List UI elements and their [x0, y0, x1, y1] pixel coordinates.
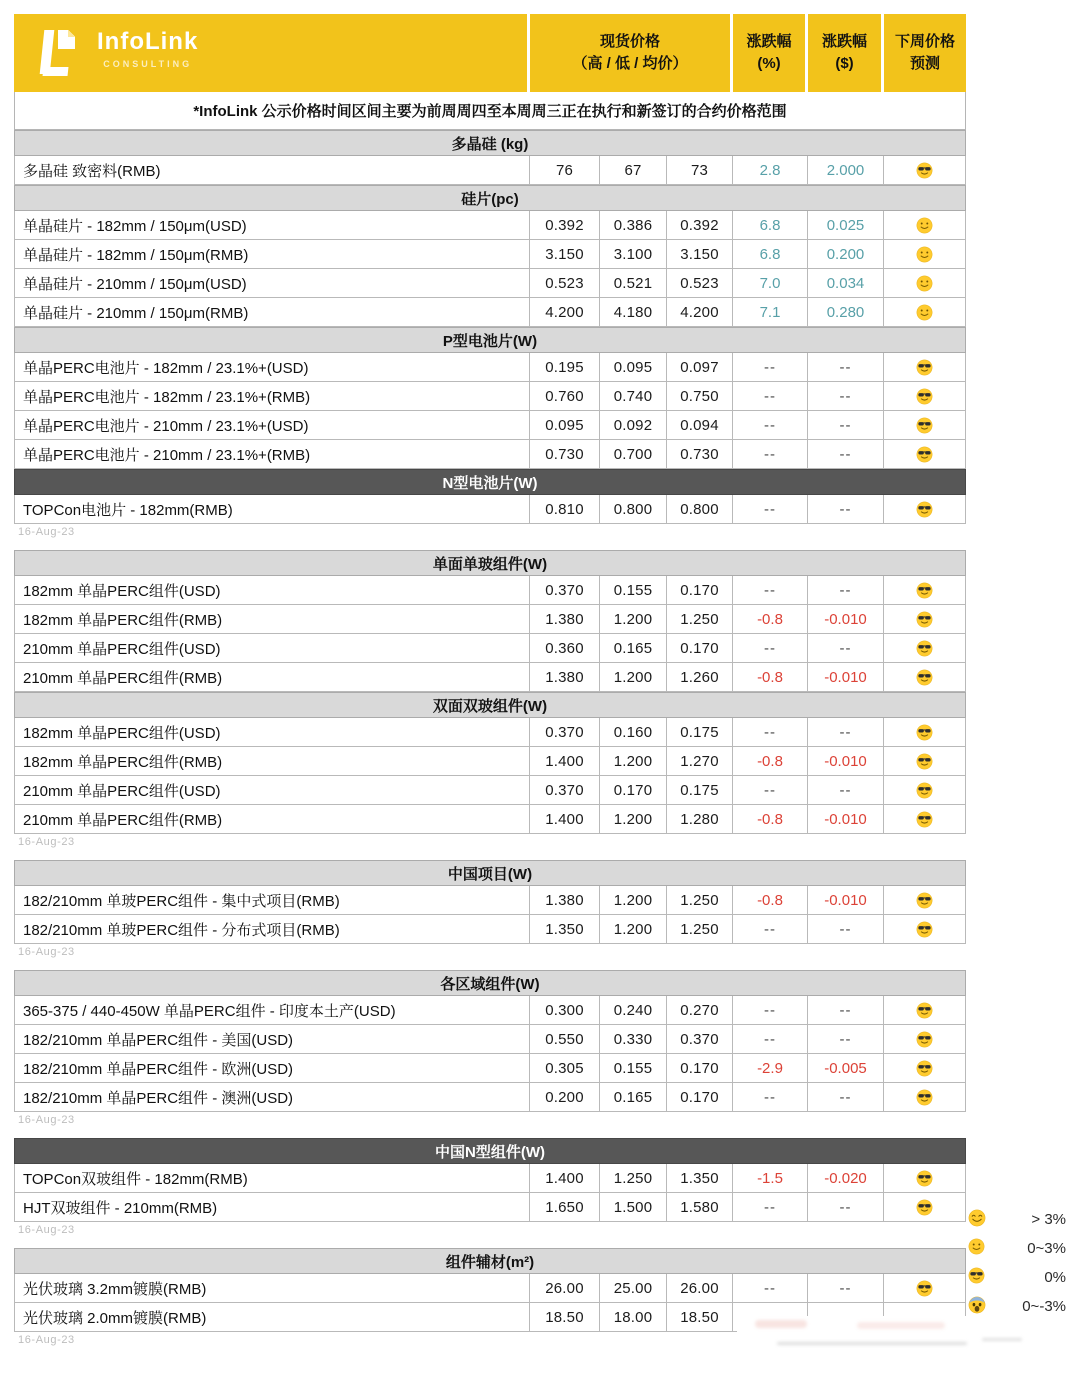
forecast-emoji-cell: [884, 1164, 966, 1193]
price-period-note: *InfoLink 公示价格时间区间主要为前周周四至本周周三正在执行和新签订的合约价格范围: [14, 92, 966, 130]
brand-subtitle: CONSULTING: [103, 59, 193, 69]
change-pct-cell: --: [733, 411, 808, 440]
price-high-cell: 0.370: [530, 718, 600, 747]
change-pct-cell: 6.8: [733, 211, 808, 240]
change-pct-cell: --: [733, 996, 808, 1025]
change-usd-cell: -0.010: [808, 805, 884, 834]
change-pct-cell: 6.8: [733, 240, 808, 269]
change-usd-cell: --: [808, 1274, 884, 1303]
forecast-emoji-cell: [884, 440, 966, 469]
row-label: 光伏玻璃 2.0mm镀膜(RMB): [14, 1303, 530, 1332]
change-usd-cell: --: [808, 634, 884, 663]
price-avg-cell: 73: [667, 156, 733, 185]
table-row: [14, 718, 966, 747]
brand-text: [97, 30, 198, 71]
table-row: [14, 440, 966, 469]
price-low-cell: 0.740: [600, 382, 667, 411]
price-avg-cell: 0.523: [667, 269, 733, 298]
price-high-cell: 76: [530, 156, 600, 185]
change-pct-cell: --: [733, 1193, 808, 1222]
row-label: 单晶硅片 - 182mm / 150μm(USD): [14, 211, 530, 240]
price-high-cell: 0.760: [530, 382, 600, 411]
column-header-change-pct: 涨跌幅 (%): [733, 14, 805, 92]
change-pct-cell: --: [733, 634, 808, 663]
price-avg-cell: 18.50: [667, 1303, 733, 1332]
forecast-emoji-cell: [884, 382, 966, 411]
change-usd-cell: --: [808, 1025, 884, 1054]
price-avg-cell: 1.280: [667, 805, 733, 834]
change-usd-cell: --: [808, 495, 884, 524]
price-low-cell: 1.200: [600, 886, 667, 915]
sunglasses-emoji-icon: [916, 501, 933, 518]
legend-label: 0~3%: [1027, 1240, 1066, 1257]
price-avg-cell: 0.175: [667, 718, 733, 747]
price-low-cell: 4.180: [600, 298, 667, 327]
price-section: [14, 185, 966, 327]
price-low-cell: 0.160: [600, 718, 667, 747]
legend-item: [962, 1263, 1070, 1292]
price-avg-cell: 1.250: [667, 605, 733, 634]
forecast-emoji-cell: [884, 495, 966, 524]
change-usd-cell: --: [808, 776, 884, 805]
infolink-logo-icon: [38, 28, 84, 78]
change-usd-cell: --: [808, 1083, 884, 1112]
section-header: N型电池片(W): [14, 469, 966, 495]
price-low-cell: 0.095: [600, 353, 667, 382]
sunglasses-emoji-icon: [916, 388, 933, 405]
change-pct-cell: --: [733, 576, 808, 605]
sunglasses-emoji-icon: [916, 417, 933, 434]
forecast-emoji-cell: [884, 269, 966, 298]
price-high-cell: 1.380: [530, 663, 600, 692]
sunglasses-emoji-icon: [916, 921, 933, 938]
sunglasses-emoji-icon: [916, 611, 933, 628]
change-pct-cell: -0.8: [733, 605, 808, 634]
change-usd-cell: --: [808, 411, 884, 440]
row-label: 182mm 单晶PERC组件(USD): [14, 576, 530, 605]
change-pct-cell: -1.5: [733, 1164, 808, 1193]
row-label: HJT双玻组件 - 210mm(RMB): [14, 1193, 530, 1222]
section-header: 各区域组件(W): [14, 970, 966, 996]
price-low-cell: 18.00: [600, 1303, 667, 1332]
price-avg-cell: 4.200: [667, 298, 733, 327]
date-label: 16-Aug-23: [18, 1114, 75, 1126]
table-row: [14, 1274, 966, 1303]
row-label: 单晶PERC电池片 - 182mm / 23.1%+(RMB): [14, 382, 530, 411]
forecast-emoji-cell: [884, 915, 966, 944]
forecast-emoji-cell: [884, 411, 966, 440]
forecast-emoji-cell: [884, 1083, 966, 1112]
row-label: 210mm 单晶PERC组件(USD): [14, 634, 530, 663]
sunglasses-emoji-icon: [916, 582, 933, 599]
row-label: 单晶硅片 - 210mm / 150μm(USD): [14, 269, 530, 298]
price-high-cell: 0.730: [530, 440, 600, 469]
price-avg-cell: 0.730: [667, 440, 733, 469]
row-label: 单晶PERC电池片 - 210mm / 23.1%+(RMB): [14, 440, 530, 469]
legend-item: [962, 1234, 1070, 1263]
price-avg-cell: 1.350: [667, 1164, 733, 1193]
price-low-cell: 1.250: [600, 1164, 667, 1193]
sunglasses-emoji-icon: [916, 724, 933, 741]
sunglasses-emoji-icon: [916, 446, 933, 463]
table-row: [14, 915, 966, 944]
change-usd-cell: --: [808, 996, 884, 1025]
table-row: [14, 1164, 966, 1193]
price-avg-cell: 0.170: [667, 1083, 733, 1112]
table-row: [14, 1193, 966, 1222]
section-header: 组件辅材(m²): [14, 1248, 966, 1274]
forecast-emoji-cell: [884, 634, 966, 663]
price-low-cell: 0.240: [600, 996, 667, 1025]
row-label: TOPCon双玻组件 - 182mm(RMB): [14, 1164, 530, 1193]
change-pct-cell: --: [733, 718, 808, 747]
change-usd-cell: 2.000: [808, 156, 884, 185]
price-table-page: [14, 14, 966, 1349]
row-label: 182/210mm 单晶PERC组件 - 欧洲(USD): [14, 1054, 530, 1083]
change-pct-cell: -0.8: [733, 663, 808, 692]
forecast-emoji-cell: [884, 718, 966, 747]
change-usd-cell: --: [808, 353, 884, 382]
change-pct-cell: --: [733, 1025, 808, 1054]
price-section: [14, 1138, 966, 1237]
price-avg-cell: 0.170: [667, 634, 733, 663]
change-usd-cell: --: [808, 440, 884, 469]
price-high-cell: 0.300: [530, 996, 600, 1025]
price-avg-cell: 0.097: [667, 353, 733, 382]
table-row: [14, 240, 966, 269]
price-high-cell: 1.380: [530, 605, 600, 634]
price-high-cell: 0.550: [530, 1025, 600, 1054]
price-high-cell: 3.150: [530, 240, 600, 269]
price-avg-cell: 0.750: [667, 382, 733, 411]
price-avg-cell: 0.170: [667, 1054, 733, 1083]
change-usd-cell: -0.020: [808, 1164, 884, 1193]
price-section: [14, 692, 966, 849]
change-pct-cell: --: [733, 440, 808, 469]
legend-label: 0~-3%: [1022, 1298, 1066, 1315]
date-label: 16-Aug-23: [18, 1224, 75, 1236]
price-low-cell: 0.165: [600, 1083, 667, 1112]
price-high-cell: 4.200: [530, 298, 600, 327]
forecast-emoji-cell: [884, 747, 966, 776]
table-row: [14, 805, 966, 834]
change-usd-cell: --: [808, 382, 884, 411]
smile-emoji-icon: [916, 304, 933, 321]
sunglasses-emoji-icon: [916, 669, 933, 686]
forecast-emoji-cell: [884, 776, 966, 805]
sunglasses-emoji-icon: [916, 1170, 933, 1187]
change-pct-cell: -0.8: [733, 886, 808, 915]
price-low-cell: 0.155: [600, 1054, 667, 1083]
row-label: 182/210mm 单晶PERC组件 - 美国(USD): [14, 1025, 530, 1054]
price-avg-cell: 0.175: [667, 776, 733, 805]
row-label: 182mm 单晶PERC组件(USD): [14, 718, 530, 747]
price-high-cell: 1.400: [530, 747, 600, 776]
change-usd-cell: -0.010: [808, 663, 884, 692]
forecast-emoji-cell: [884, 1054, 966, 1083]
sunglasses-emoji-icon: [916, 1002, 933, 1019]
price-high-cell: 1.400: [530, 805, 600, 834]
section-header: 单面单玻组件(W): [14, 550, 966, 576]
price-avg-cell: 0.170: [667, 576, 733, 605]
smile-emoji-icon: [916, 246, 933, 263]
price-low-cell: 0.800: [600, 495, 667, 524]
price-low-cell: 1.200: [600, 915, 667, 944]
row-label: 182mm 单晶PERC组件(RMB): [14, 747, 530, 776]
forecast-emoji-cell: [884, 156, 966, 185]
watermark-whiteout: [737, 1316, 1038, 1358]
change-pct-cell: 2.8: [733, 156, 808, 185]
forecast-emoji-cell: [884, 996, 966, 1025]
change-pct-cell: 7.0: [733, 269, 808, 298]
column-header-forecast: 下周价格 预测: [884, 14, 966, 92]
legend-label: > 3%: [1031, 1211, 1066, 1228]
change-pct-cell: --: [733, 1274, 808, 1303]
change-usd-cell: 0.034: [808, 269, 884, 298]
sunglasses-emoji-icon: [916, 753, 933, 770]
price-high-cell: 0.392: [530, 211, 600, 240]
change-usd-cell: --: [808, 576, 884, 605]
price-high-cell: 0.523: [530, 269, 600, 298]
table-row: [14, 886, 966, 915]
change-pct-cell: -0.8: [733, 747, 808, 776]
forecast-emoji-cell: [884, 576, 966, 605]
date-label: 16-Aug-23: [18, 946, 75, 958]
table-row: [14, 605, 966, 634]
price-avg-cell: 0.370: [667, 1025, 733, 1054]
price-high-cell: 1.350: [530, 915, 600, 944]
change-pct-cell: 7.1: [733, 298, 808, 327]
sunglasses-emoji-icon: [916, 1280, 933, 1297]
smile-emoji-icon: [968, 1238, 985, 1259]
price-low-cell: 1.500: [600, 1193, 667, 1222]
price-avg-cell: 0.270: [667, 996, 733, 1025]
forecast-emoji-cell: [884, 663, 966, 692]
change-pct-cell: --: [733, 915, 808, 944]
row-label: 单晶PERC电池片 - 182mm / 23.1%+(USD): [14, 353, 530, 382]
scream-emoji-icon: [968, 1296, 986, 1318]
sunglasses-emoji-icon: [916, 892, 933, 909]
table-row: [14, 211, 966, 240]
change-pct-cell: -2.9: [733, 1054, 808, 1083]
forecast-emoji-cell: [884, 211, 966, 240]
forecast-emoji-cell: [884, 298, 966, 327]
price-high-cell: 26.00: [530, 1274, 600, 1303]
price-section: [14, 327, 966, 469]
price-high-cell: 0.200: [530, 1083, 600, 1112]
forecast-emoji-cell: [884, 805, 966, 834]
change-pct-cell: -0.8: [733, 805, 808, 834]
row-label: 210mm 单晶PERC组件(RMB): [14, 663, 530, 692]
change-usd-cell: --: [808, 1193, 884, 1222]
price-high-cell: 0.305: [530, 1054, 600, 1083]
price-avg-cell: 1.260: [667, 663, 733, 692]
price-high-cell: 0.370: [530, 576, 600, 605]
forecast-emoji-cell: [884, 605, 966, 634]
price-low-cell: 0.330: [600, 1025, 667, 1054]
change-pct-cell: --: [733, 382, 808, 411]
table-row: [14, 747, 966, 776]
forecast-emoji-cell: [884, 886, 966, 915]
sunglasses-emoji-icon: [916, 1199, 933, 1216]
price-low-cell: 1.200: [600, 747, 667, 776]
forecast-emoji-cell: [884, 1025, 966, 1054]
sunglasses-emoji-icon: [916, 1031, 933, 1048]
smile-emoji-icon: [916, 275, 933, 292]
price-low-cell: 0.700: [600, 440, 667, 469]
table-row: [14, 776, 966, 805]
price-low-cell: 0.170: [600, 776, 667, 805]
price-low-cell: 0.521: [600, 269, 667, 298]
price-high-cell: 1.380: [530, 886, 600, 915]
table-row: [14, 663, 966, 692]
price-low-cell: 0.092: [600, 411, 667, 440]
table-row: [14, 1025, 966, 1054]
price-high-cell: 18.50: [530, 1303, 600, 1332]
change-pct-cell: --: [733, 776, 808, 805]
row-label: 182mm 单晶PERC组件(RMB): [14, 605, 530, 634]
section-header: 双面双玻组件(W): [14, 692, 966, 718]
brand-name: InfoLink: [97, 28, 199, 55]
column-header-spot-price: 现货价格 （高 / 低 / 均价）: [530, 14, 730, 92]
section-header: 多晶硅 (kg): [14, 130, 966, 156]
table-row: [14, 495, 966, 524]
sunglasses-emoji-icon: [916, 782, 933, 799]
row-label: 单晶硅片 - 182mm / 150μm(RMB): [14, 240, 530, 269]
price-avg-cell: 0.094: [667, 411, 733, 440]
sunglasses-emoji-icon: [916, 162, 933, 179]
row-label: 多晶硅 致密料(RMB): [14, 156, 530, 185]
change-pct-cell: --: [733, 1083, 808, 1112]
price-low-cell: 0.386: [600, 211, 667, 240]
price-low-cell: 0.155: [600, 576, 667, 605]
row-label: 210mm 单晶PERC组件(USD): [14, 776, 530, 805]
price-low-cell: 1.200: [600, 663, 667, 692]
sunglasses-emoji-icon: [916, 640, 933, 657]
date-label: 16-Aug-23: [18, 1334, 75, 1346]
date-label: 16-Aug-23: [18, 526, 75, 538]
price-low-cell: 1.200: [600, 605, 667, 634]
table-row: [14, 353, 966, 382]
table-row: [14, 996, 966, 1025]
row-label: 182/210mm 单玻PERC组件 - 分布式项目(RMB): [14, 915, 530, 944]
price-low-cell: 67: [600, 156, 667, 185]
change-usd-cell: 0.200: [808, 240, 884, 269]
price-high-cell: 0.360: [530, 634, 600, 663]
price-avg-cell: 3.150: [667, 240, 733, 269]
sunglasses-emoji-icon: [968, 1267, 985, 1288]
table-row: [14, 411, 966, 440]
sunglasses-emoji-icon: [916, 811, 933, 828]
change-usd-cell: -0.010: [808, 747, 884, 776]
change-usd-cell: -0.010: [808, 605, 884, 634]
sunglasses-emoji-icon: [916, 1060, 933, 1077]
change-usd-cell: -0.005: [808, 1054, 884, 1083]
forecast-emoji-cell: [884, 1193, 966, 1222]
price-section: [14, 130, 966, 185]
table-row: [14, 298, 966, 327]
price-section: [14, 970, 966, 1127]
smile-emoji-icon: [916, 217, 933, 234]
date-label: 16-Aug-23: [18, 836, 75, 848]
price-high-cell: 1.400: [530, 1164, 600, 1193]
price-high-cell: 0.370: [530, 776, 600, 805]
forecast-emoji-cell: [884, 240, 966, 269]
table-row: [14, 634, 966, 663]
row-label: 单晶PERC电池片 - 210mm / 23.1%+(USD): [14, 411, 530, 440]
price-high-cell: 0.095: [530, 411, 600, 440]
price-low-cell: 25.00: [600, 1274, 667, 1303]
change-pct-cell: --: [733, 495, 808, 524]
price-section: [14, 469, 966, 539]
price-avg-cell: 1.250: [667, 886, 733, 915]
price-avg-cell: 0.800: [667, 495, 733, 524]
table-row: [14, 269, 966, 298]
price-high-cell: 1.650: [530, 1193, 600, 1222]
forecast-emoji-cell: [884, 353, 966, 382]
change-usd-cell: -0.010: [808, 886, 884, 915]
section-header: 硅片(pc): [14, 185, 966, 211]
price-avg-cell: 1.270: [667, 747, 733, 776]
change-usd-cell: --: [808, 915, 884, 944]
legend-label: 0%: [1044, 1269, 1066, 1286]
change-pct-cell: --: [733, 353, 808, 382]
row-label: 182/210mm 单晶PERC组件 - 澳洲(USD): [14, 1083, 530, 1112]
forecast-emoji-cell: [884, 1274, 966, 1303]
section-header: 中国N型组件(W): [14, 1138, 966, 1164]
sunglasses-emoji-icon: [916, 1089, 933, 1106]
table-row: [14, 576, 966, 605]
table-header: [14, 14, 966, 92]
row-label: 365-375 / 440-450W 单晶PERC组件 - 印度本土产(USD): [14, 996, 530, 1025]
big-smile-emoji-icon: [968, 1209, 986, 1231]
price-low-cell: 3.100: [600, 240, 667, 269]
change-usd-cell: 0.025: [808, 211, 884, 240]
row-label: TOPCon电池片 - 182mm(RMB): [14, 495, 530, 524]
price-high-cell: 0.810: [530, 495, 600, 524]
row-label: 单晶硅片 - 210mm / 150μm(RMB): [14, 298, 530, 327]
price-section: [14, 550, 966, 692]
price-section: [14, 860, 966, 959]
price-low-cell: 0.165: [600, 634, 667, 663]
table-sections: [14, 130, 966, 1347]
legend-item: [962, 1205, 1070, 1234]
section-header: P型电池片(W): [14, 327, 966, 353]
sunglasses-emoji-icon: [916, 359, 933, 376]
change-usd-cell: 0.280: [808, 298, 884, 327]
row-label: 光伏玻璃 3.2mm镀膜(RMB): [14, 1274, 530, 1303]
row-label: 210mm 单晶PERC组件(RMB): [14, 805, 530, 834]
table-row: [14, 382, 966, 411]
table-row: [14, 1083, 966, 1112]
row-label: 182/210mm 单玻PERC组件 - 集中式项目(RMB): [14, 886, 530, 915]
change-usd-cell: --: [808, 718, 884, 747]
table-row: [14, 156, 966, 185]
price-avg-cell: 26.00: [667, 1274, 733, 1303]
price-low-cell: 1.200: [600, 805, 667, 834]
price-high-cell: 0.195: [530, 353, 600, 382]
section-header: 中国项目(W): [14, 860, 966, 886]
price-avg-cell: 1.250: [667, 915, 733, 944]
table-row: [14, 1054, 966, 1083]
price-avg-cell: 0.392: [667, 211, 733, 240]
brand-banner: [14, 14, 527, 92]
price-avg-cell: 1.580: [667, 1193, 733, 1222]
column-header-change-usd: 涨跌幅 ($): [808, 14, 881, 92]
